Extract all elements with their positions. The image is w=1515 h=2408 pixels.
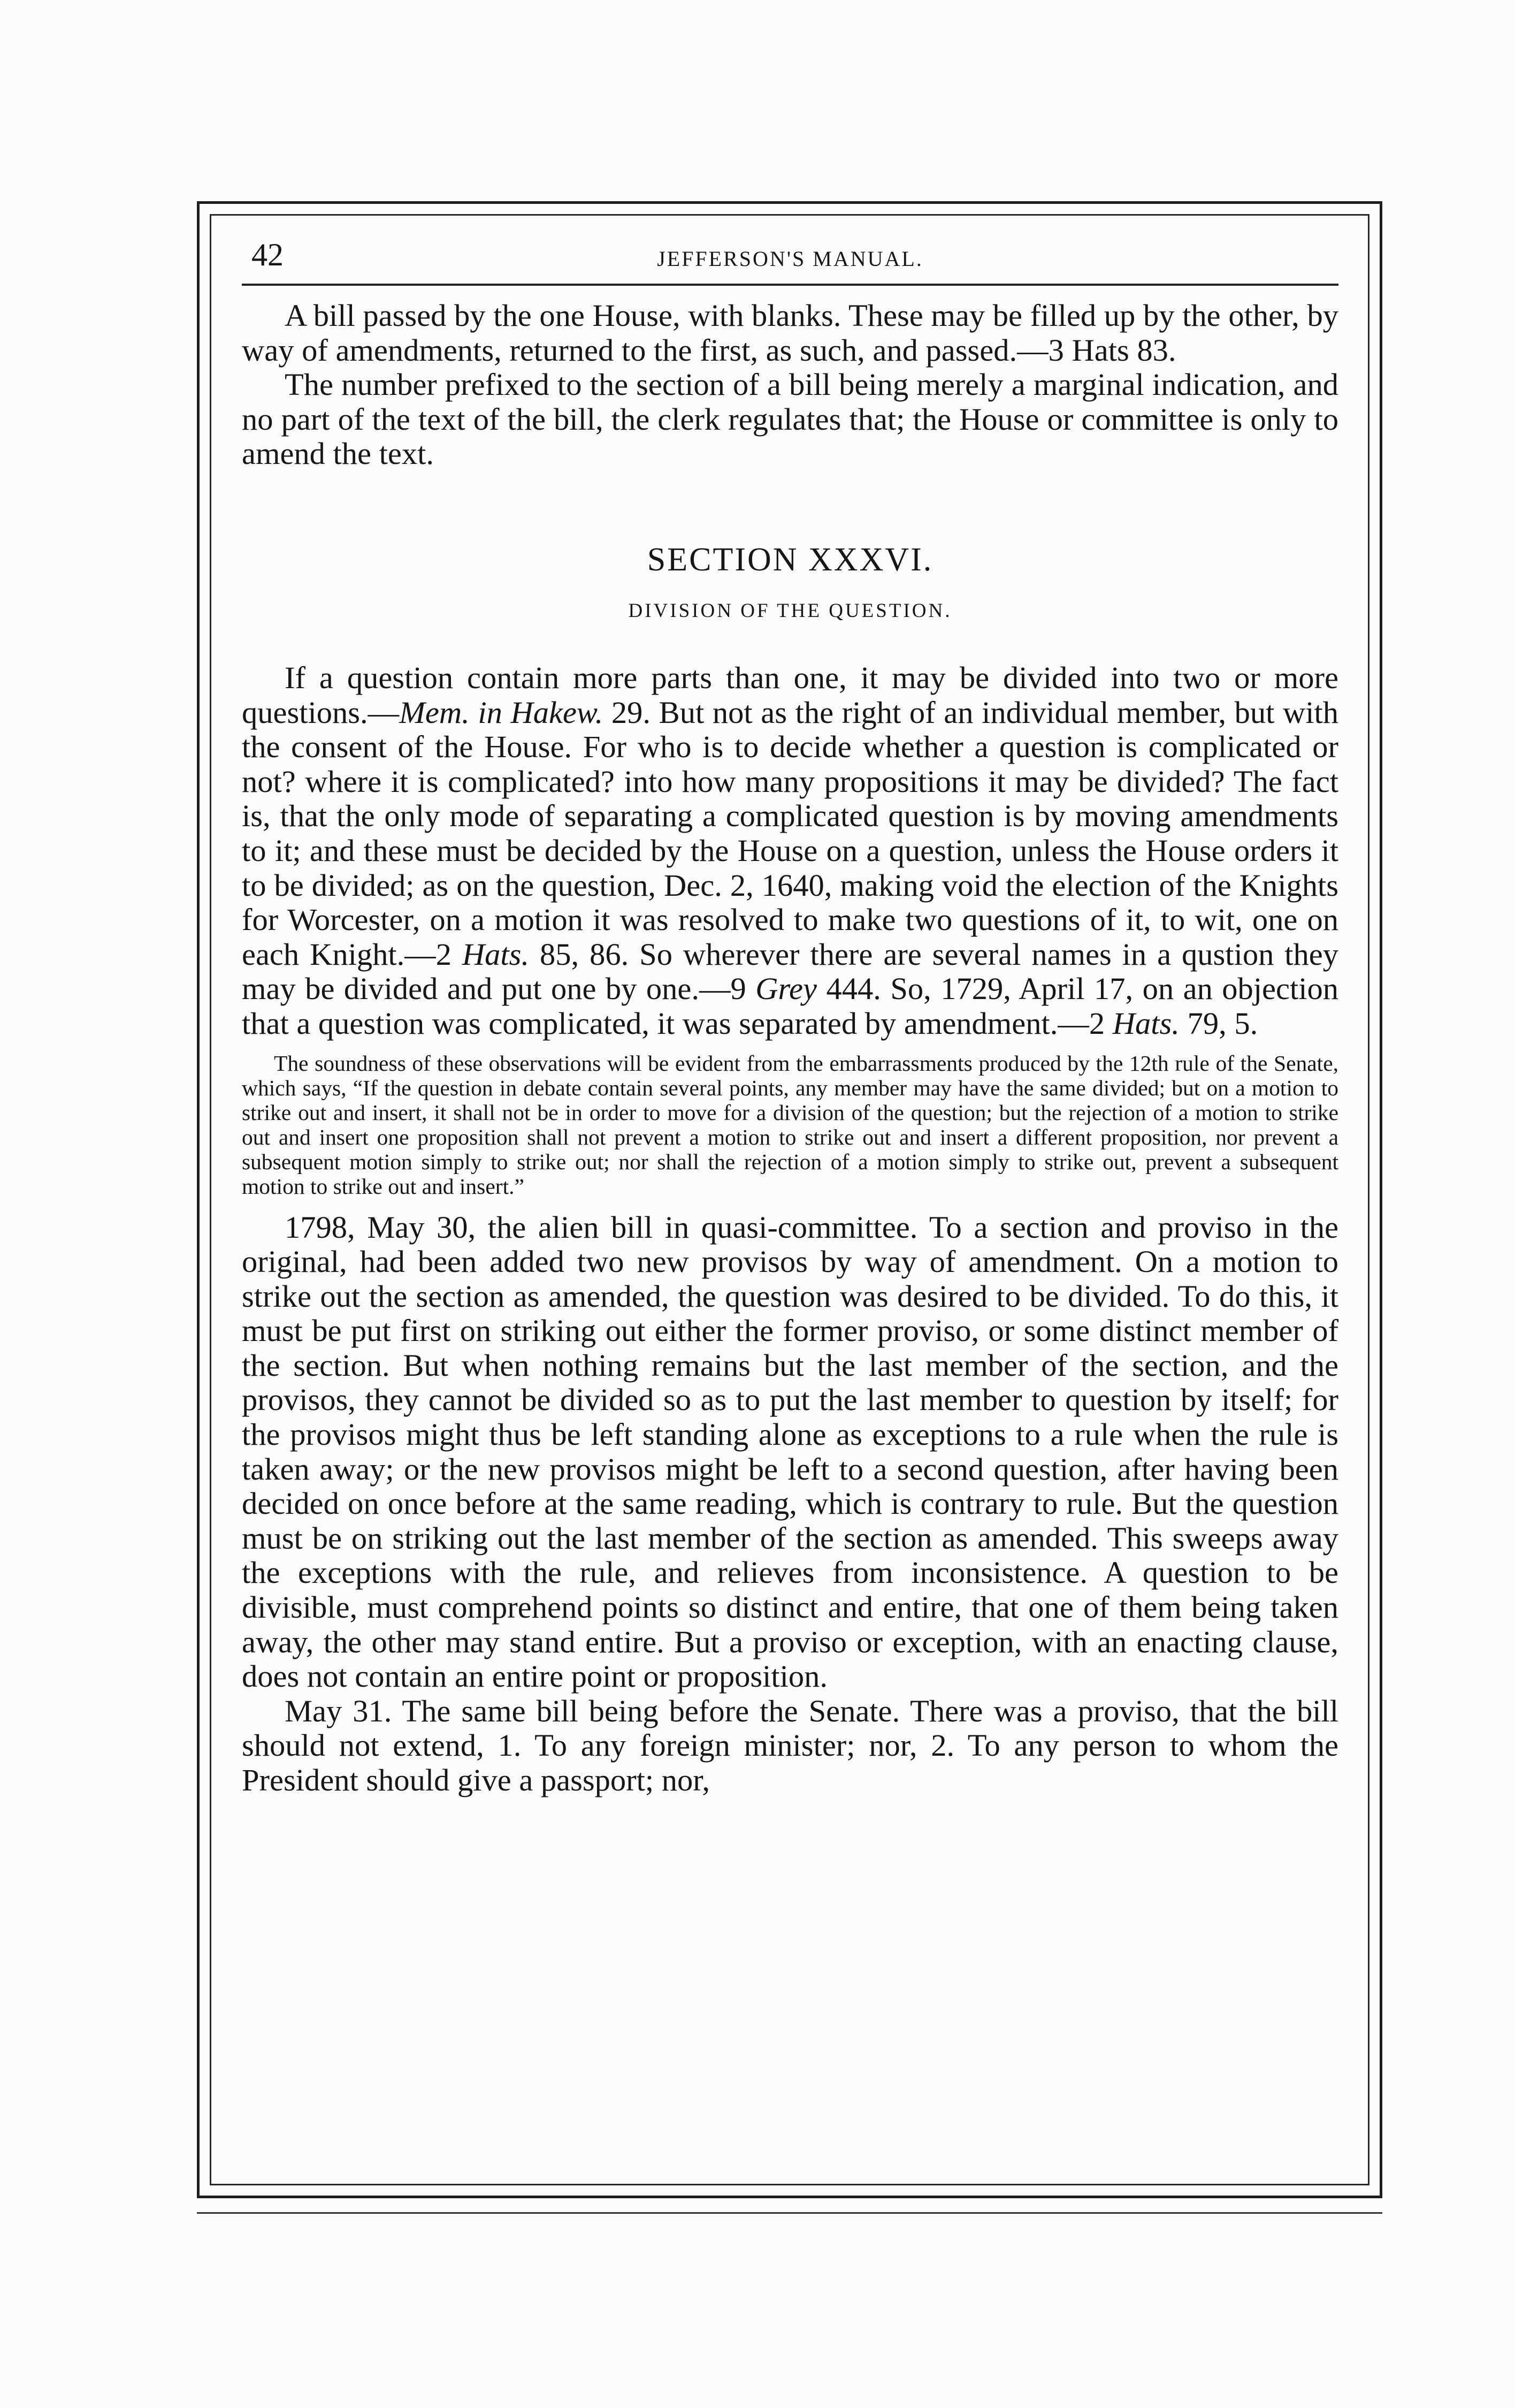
- text-run: If a question contain more parts than one, it may be divided into two or more questions.—: [242, 660, 1338, 730]
- citation: Hats.: [462, 936, 530, 972]
- section-title: SECTION XXXVI.: [647, 541, 934, 578]
- paragraph-division: [242, 661, 1338, 1041]
- citation: Mem. in Hakew.: [399, 695, 603, 730]
- text-run: 79, 5.: [1179, 1005, 1258, 1041]
- note-paragraph: The soundness of these observations will be evident from the embarrassments produced by the 12th rule of the Senate, which says, “If the question in debate contain several points, any member may have the same divided; but on a motion to strike out and insert, it shall not be in order to move for a division of the question; but the rejection of a motion to strike out and insert one proposition shall not prevent a motion to strike out and insert a different proposition, nor prevent a subsequent motion simply to strike out; nor shall the rejection of a motion simply to strike out, prevent a subsequent motion to strike out and insert.”: [242, 1050, 1338, 1199]
- text-run: 29. But not as the right of an individual member, but with the consent of the House. For who is to decide whether a question is complicated or not? where it is complicated? into how many propositions it may be divided? The fact is, that the only mode of separating a complicated question is by moving amendments to it; and these must be decided by the House on a question, unless the House orders it to be divided; as on the question, Dec. 2, 1640, making void the election of the Knights for Worcester, on a motion it was resolved to make two questions of it, to wit, one on each Knight.—2: [242, 695, 1338, 972]
- section-subtitle: DIVISION OF THE QUESTION.: [628, 599, 952, 622]
- page-header: [242, 225, 1338, 286]
- bottom-rule: [197, 2212, 1382, 2214]
- page-number: 42: [251, 237, 284, 272]
- paragraph-may-31: May 31. The same bill being before the Senate. There was a proviso, that the bill should not extend, 1. To any foreign minister; nor, 2. To any person to whom the President should give a passport; nor,: [242, 1693, 1338, 1797]
- spacer: [242, 471, 1338, 541]
- running-head: JEFFERSON'S MANUAL.: [657, 247, 923, 271]
- text-run: 85, 86. So wherever there are several names in a qustion they may be divided and put one by one.—9: [242, 936, 1338, 1007]
- page-content: [242, 225, 1338, 2173]
- text-run: 444. So, 1729, April 17, on an objection that a question was complicated, it was separated by amendment.—2: [242, 971, 1338, 1041]
- intro-paragraph-2: The number prefixed to the section of a bill being merely a marginal indication, and no part of the text of the bill, the clerk regulates that; the House or committee is only to amend the text.: [242, 367, 1338, 471]
- paragraph-alien-bill: 1798, May 30, the alien bill in quasi-committee. To a section and proviso in the original, had been added two new provisos by way of amendment. On a motion to strike out the section as amended, the question was desired to be divided. To do this, it must be put first on striking out either the former proviso, or some distinct member of the section. But when nothing remains but the last member of the section, and the provisos, they cannot be divided so as to put the last member to question by itself; for the provisos might thus be left standing alone as exceptions to a rule when the rule is taken away; or the new provisos might be left to a second question, after having been decided on once before at the same reading, which is contrary to rule. But the question must be on striking out the last member of the section as amended. This sweeps away the exceptions with the rule, and relieves from inconsistence. A question to be divisible, must comprehend points so distinct and entire, that one of them being taken away, the other may stand entire. But a proviso or exception, with an enacting clause, does not contain an entire point or proposition.: [242, 1209, 1338, 1694]
- intro-paragraph-1: A bill passed by the one House, with blanks. These may be filled up by the other, by way of amendments, returned to the first, as such, and passed.—3 Hats 83.: [242, 298, 1338, 368]
- citation: Grey: [755, 971, 817, 1007]
- citation: Hats.: [1112, 1005, 1180, 1041]
